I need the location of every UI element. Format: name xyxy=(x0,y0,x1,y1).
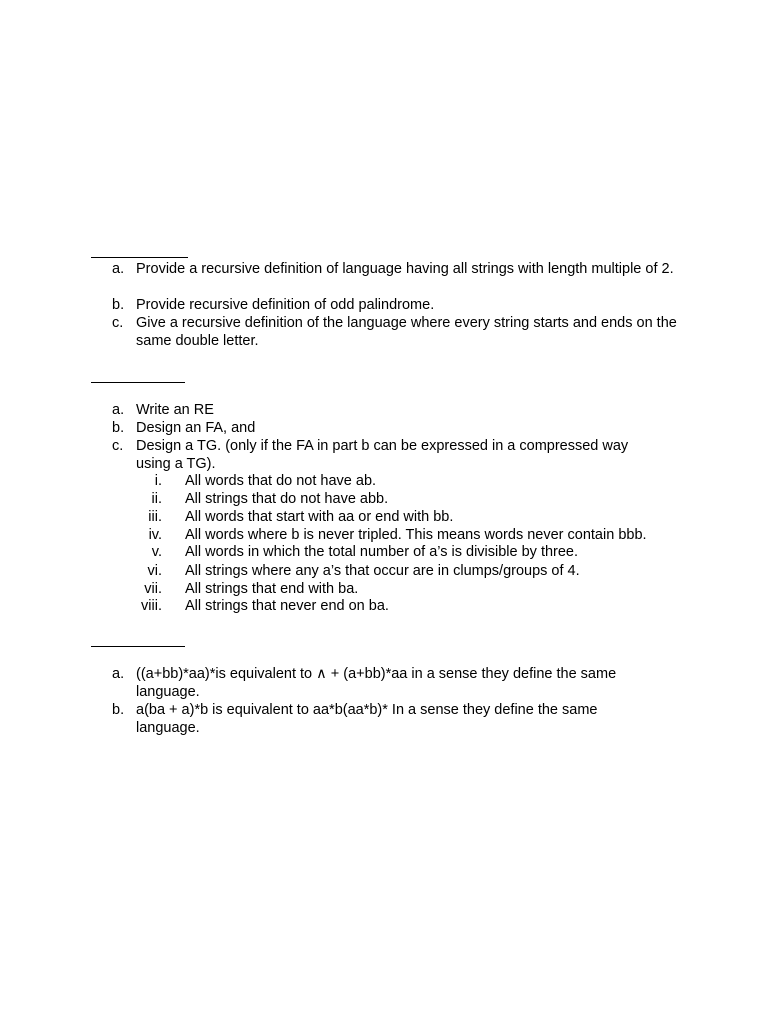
list-item-label: a. xyxy=(112,261,125,277)
list-item-label: c. xyxy=(112,315,124,331)
section-3-underline xyxy=(91,646,185,647)
list-item-label: b. xyxy=(112,702,125,718)
list-item-text: Design an FA, and xyxy=(136,420,256,436)
list-item-label: b. xyxy=(112,420,125,436)
list-item-text: a(ba + a)*b is equivalent to aa*b(aa*b)* In a sense they define the same language. xyxy=(136,702,598,736)
section-2-underline xyxy=(91,382,185,383)
list-item-label: a. xyxy=(112,402,125,418)
list-item-text: Write an RE xyxy=(136,402,214,418)
list-item-text: Provide recursive definition of odd palindrome. xyxy=(136,297,435,313)
sublist-item-text: All words in which the total number of a’s is divisible by three. xyxy=(185,544,579,560)
sublist-item-label: ii. xyxy=(151,491,162,507)
sublist-item-text: All strings that end with ba. xyxy=(185,581,359,597)
section-1-underline xyxy=(91,257,188,258)
list-item-text: Design a TG. (only if the FA in part b can be expressed in a compressed way using a TG). xyxy=(136,438,629,472)
sublist-item-label: iii. xyxy=(148,509,162,525)
list-item-text: Provide a recursive definition of language having all strings with length multiple of 2. xyxy=(136,261,674,277)
sublist-item-text: All words where b is never tripled. This means words never contain bbb. xyxy=(185,527,647,543)
sublist-item-text: All strings that do not have abb. xyxy=(185,491,389,507)
sublist-item-text: All strings that never end on ba. xyxy=(185,598,389,614)
sublist-item-label: iv. xyxy=(148,527,162,543)
sublist-item-text: All strings where any a’s that occur are in clumps/groups of 4. xyxy=(185,563,580,579)
sublist-item-label: vi. xyxy=(147,563,162,579)
list-item-text: ((a+bb)*aa)*is equivalent to ∧ + (a+bb)*aa in a sense they define the same language. xyxy=(136,666,617,700)
sublist-item-text: All words that do not have ab. xyxy=(185,473,377,489)
list-item-label: c. xyxy=(112,438,124,454)
sublist-item-text: All words that start with aa or end with bb. xyxy=(185,509,454,525)
sublist-item-label: vii. xyxy=(144,581,162,597)
sublist-item-label: viii. xyxy=(141,598,162,614)
sublist-item-label: v. xyxy=(151,544,162,560)
sublist-item-label: i. xyxy=(154,473,162,489)
list-item-label: a. xyxy=(112,666,125,682)
list-item-label: b. xyxy=(112,297,125,313)
list-item-text: Give a recursive definition of the language where every string starts and ends on the same double letter. xyxy=(136,315,677,349)
